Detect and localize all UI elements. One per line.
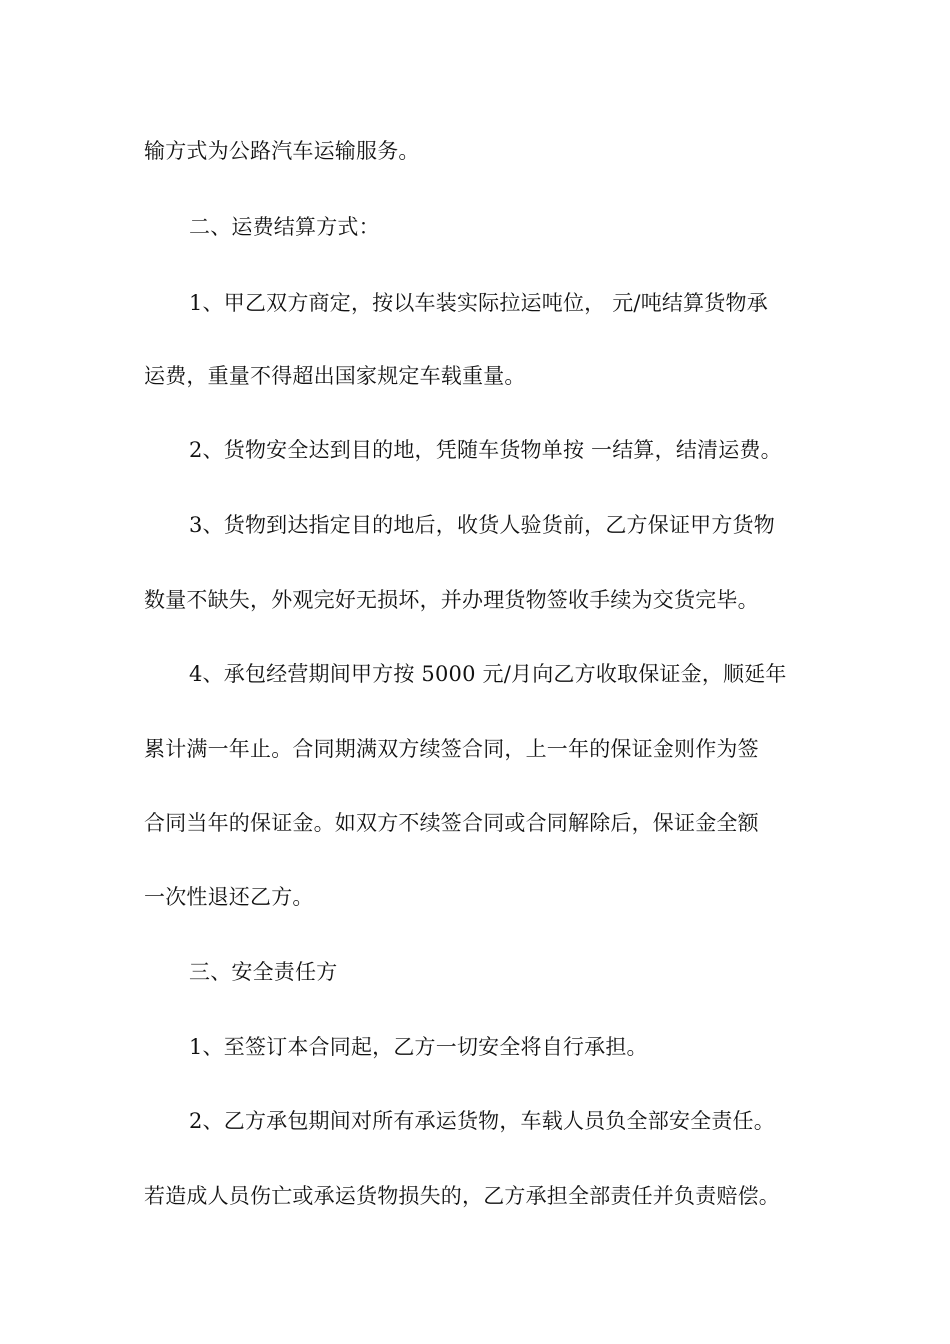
clause-2-3: 3、货物到达指定目的地后，收货人验货前，乙方保证甲方货物 <box>189 513 775 537</box>
clause-2-2: 2、货物安全达到目的地，凭随车货物单按 一结算，结清运费。 <box>189 438 782 462</box>
body-line: 输方式为公路汽车运输服务。 <box>144 139 420 163</box>
body-line: 若造成人员伤亡或承运货物损失的，乙方承担全部责任并负责赔偿。 <box>144 1184 780 1208</box>
body-line: 一次性退还乙方。 <box>144 885 314 909</box>
body-line: 累计满一年止。合同期满双方续签合同，上一年的保证金则作为签 <box>144 737 759 761</box>
clause-2-4: 4、承包经营期间甲方按 5000 元/月向乙方收取保证金，顺延年 <box>189 662 787 686</box>
body-line: 运费，重量不得超出国家规定车载重量。 <box>144 364 526 388</box>
clause-3-1: 1、至签订本合同起，乙方一切安全将自行承担。 <box>189 1035 648 1059</box>
clause-3-2: 2、乙方承包期间对所有承运货物，车载人员负全部安全责任。 <box>189 1109 775 1133</box>
section-heading-freight-settlement: 二、运费结算方式： <box>189 215 380 239</box>
body-line: 数量不缺失，外观完好无损坏，并办理货物签收手续为交货完毕。 <box>144 588 759 612</box>
section-heading-safety: 三、安全责任方 <box>189 960 338 984</box>
clause-2-1: 1、甲乙双方商定，按以车装实际拉运吨位， 元/吨结算货物承 <box>189 291 768 315</box>
body-line: 合同当年的保证金。如双方不续签合同或合同解除后，保证金全额 <box>144 811 759 835</box>
